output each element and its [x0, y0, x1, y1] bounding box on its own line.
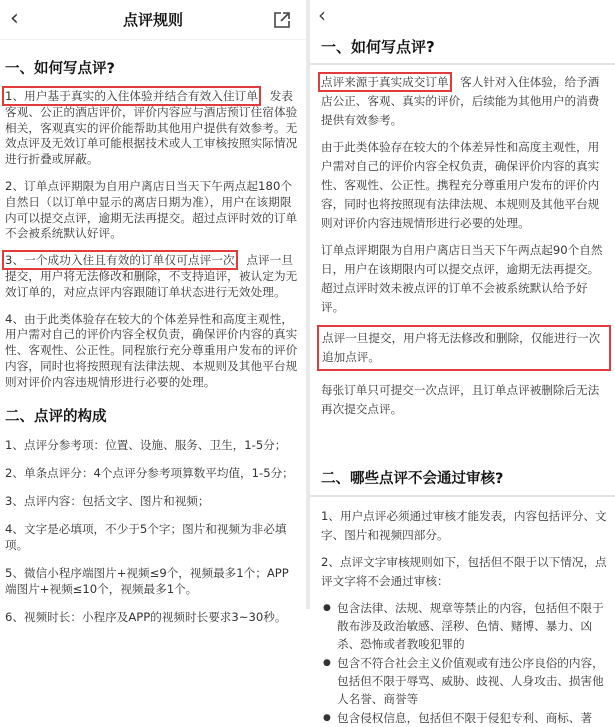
right-content: [310, 73, 615, 727]
page-title: 点评规则: [122, 11, 183, 29]
highlight-valid-order: 1、用户基于真实的入住体验并结合有效入住订单: [5, 89, 259, 103]
rule-paragraph-1: 点评来源于真实成交订单，客人针对入住体验，给予酒店公正、客观、真实的评价，后续能为其他用户的消费提供有效参考。: [321, 75, 600, 127]
composition-item: 4、文字是必填项，不少于5个字；图片和视频为非必填项。: [5, 521, 287, 552]
section-title-how-to-review: 一、如何写点评?: [5, 61, 115, 77]
list-item: ● 包含法律、法规、规章等禁止的内容，包括但不限于散布涉及政治敏感、淫秽、色情、赌博、暴力、凶杀、恐怖或者教唆犯罪的: [321, 599, 607, 653]
highlight-one-review: 3、一个成功入住且有效的订单仅可点评一次: [5, 253, 235, 268]
left-content: [0, 57, 306, 625]
section-title-composition: 二、点评的构成: [5, 408, 107, 425]
left-screenshot-panel: [0, 0, 306, 624]
section-title-how-to-review: 一、如何写点评?: [310, 34, 615, 65]
rule-paragraph-2: 2、订单点评期限为自用户离店日当天下午两点起180个自然日（以订单中显示的离店日期为准），用户在该期限内可以提交点评，逾期无法再提交。超过点评时效的订单不会被系统默认好评。: [5, 178, 298, 241]
composition-item: 1、点评分参考项：位置、设施、服务、卫生，1-5分；: [5, 437, 287, 452]
back-arrow-icon[interactable]: ‹: [318, 3, 326, 27]
review-audit-paragraph-2: 2、点评文字审核规则如下，包括但不限于以下情况，点评文字将不会通过审核：: [321, 555, 607, 588]
list-item: ● 包含侵权信息，包括但不限于侵犯专利、商标、著: [321, 709, 607, 727]
composition-item: 2、单条点评分：4个点评分参考项算数平均值，1-5分；: [5, 465, 294, 480]
composition-item: 5、微信小程序端图片+视频≤9个，视频最多1个；APP端图片+视频≤10个，视频最多1个。: [5, 565, 289, 596]
composition-item: 3、点评内容：包括文字、图片和视频；: [5, 493, 210, 508]
back-arrow-icon[interactable]: ‹: [10, 6, 19, 31]
list-item: ● 包含不符合社会主义价值观或有违公序良俗的内容，包括但不限于辱骂、威胁、歧视、人身攻击、损害他人名誉、商誉等: [321, 654, 607, 708]
rule-paragraph-1: 1、用户基于真实的入住体验并结合有效入住订单，发表客观、公正的酒店评价，评价内容应与酒店预订住宿体验相关，客观真实的评价能帮助其他用户提供有效参考。无效点评及无效订单可能根据技术或人工审核按照实际情况进行折叠或屏蔽。: [5, 89, 298, 167]
right-screenshot-panel: [310, 0, 615, 725]
share-icon[interactable]: [272, 10, 292, 30]
review-audit-paragraph-1: 1、用户点评必须通过审核才能发表，内容包括评分、文字、图片和视频四部分。: [321, 509, 607, 542]
rule-paragraph-2: 由于此类体验存在较大的个体差异性和高度主观性，用户需对自己的评价内容全权负责，确保评价内容的真实性、客观性、公正性。携程充分尊重用户发布的评价内容，同时也将按照现有法律法规、本规则及其他平台规则对评价内容违规情形进行必要的处理。: [321, 140, 600, 230]
rule-paragraph-3: 3、一个成功入住且有效的订单仅可点评一次，点评一旦提交，用户将无法修改和删除，不支持追评，被认定为无效订单的，对应点评内容跟随订单状态进行无效处理。: [5, 253, 298, 299]
highlight-no-edit: 点评一旦提交，用户将无法修改和删除，仅能进行一次追加点评。: [317, 325, 611, 371]
rule-paragraph-4: 4、由于此类体验存在较大的个体差异性和高度主观性，用户需对自己的评价内容全权负责，确保评价内容的真实性、客观性、公正性。同程旅行充分尊重用户发布的评价内容，同时也将按照现有法律法规、本规则及其他平台规则对评价内容违规情形进行必要的处理。: [5, 311, 298, 389]
section-title-review-rejection: 二、哪些点评不会通过审核?: [310, 467, 615, 497]
highlight-real-order: 点评来源于真实成交订单: [321, 75, 449, 89]
right-header: [310, 0, 615, 34]
composition-item: 6、视频时长：小程序及APP的视频时长要求3~30秒。: [5, 609, 287, 624]
rule-paragraph-5: 每张订单只可提交一次点评，且订单点评被删除后无法再次提交点评。: [321, 383, 600, 416]
left-header: [0, 0, 306, 40]
rejection-rule-list: [321, 599, 607, 727]
rule-paragraph-3: 订单点评期限为自用户离店日当天下午两点起90个自然日，用户在该期限内可以提交点评，逾期无法再提交。超过点评时效未被点评的订单不会被系统默认给予好评。: [321, 243, 603, 314]
